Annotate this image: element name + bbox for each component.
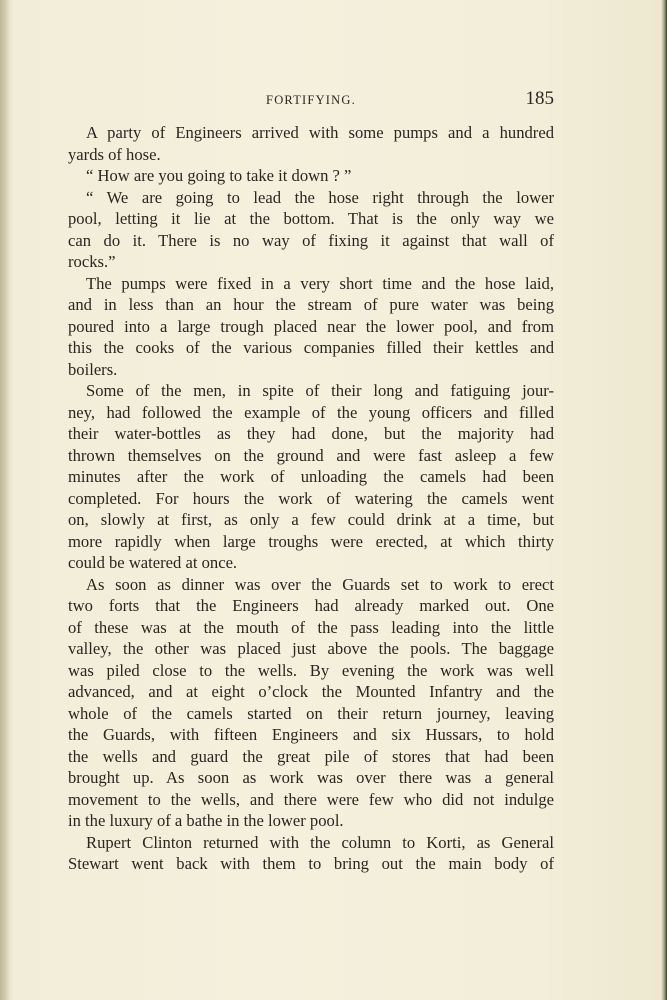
text-line: more rapidly when large troughs were erected, at which thirty — [68, 531, 554, 551]
text-line: and in less than an hour the stream of pure water was being — [68, 295, 554, 314]
text-line: yards of hose. — [68, 144, 161, 164]
text-line: valley, the other was placed just above the pools. The baggage — [68, 639, 554, 658]
text-line: thrown themselves on the ground and were fast asleep a few — [68, 445, 554, 465]
text-line: was piled close to the wells. By evening the work was well — [68, 660, 554, 680]
page-header — [68, 88, 554, 112]
page-edge — [661, 0, 667, 1000]
text-line: Rupert Clinton returned with the column to Korti, as General — [86, 832, 554, 852]
text-line: poured into a large trough placed near the lower pool, and from — [68, 316, 554, 336]
text-line: advanced, and at eight o’clock the Mounted Infantry and the — [68, 682, 554, 701]
running-head: FORTIFYING. — [266, 93, 356, 107]
text-line: Stewart went back with them to bring out the main body of — [68, 854, 554, 873]
text-line: Some of the men, in spite of their long and fatiguing jour- — [86, 381, 554, 400]
text-line: the wells and guard the great pile of stores that had been — [68, 746, 554, 766]
text-line: ney, had followed the example of the young officers and filled — [68, 402, 554, 422]
text-line: could be watered at once. — [68, 553, 238, 572]
text-line: minutes after the work of unloading the camels had been — [68, 467, 554, 486]
text-line: whole of the camels started on their return journey, leaving — [68, 703, 554, 723]
text-line: As soon as dinner was over the Guards set to work to erect — [86, 574, 554, 594]
text-line: pool, letting it lie at the bottom. That is the only way we — [68, 209, 554, 228]
text-line: movement to the wells, and there were few who did not indulge — [68, 789, 554, 809]
text-line: of these was at the mouth of the pass leading into the little — [68, 617, 554, 637]
text-line: can do it. There is no way of fixing it against that wall of — [68, 230, 554, 250]
text-line: their water-bottles as they had done, but the majority had — [68, 424, 554, 443]
gutter-shadow — [0, 0, 10, 1000]
text-line: completed. For hours the work of watering the camels went — [68, 488, 554, 508]
text-line: in the luxury of a bathe in the lower pool. — [68, 811, 344, 830]
text-line: rocks.” — [68, 252, 116, 271]
text-line: “ How are you going to take it down ? ” — [86, 166, 352, 185]
text-line: two forts that the Engineers had already marked out. One — [68, 596, 554, 615]
page-number: 185 — [525, 88, 554, 109]
text-line: The pumps were fixed in a very short time and the hose laid, — [86, 273, 554, 293]
text-line: brought up. As soon as work was over there was a general — [68, 768, 554, 787]
text-line: on, slowly at first, as only a few could drink at a time, but — [68, 510, 554, 529]
text-line: “ We are going to lead the hose right through the lower — [86, 187, 554, 207]
text-line: A party of Engineers arrived with some pumps and a hundred — [86, 123, 554, 142]
body-text — [68, 122, 554, 875]
text-line: the Guards, with fifteen Engineers and six Hussars, to hold — [68, 725, 554, 744]
text-line: this the cooks of the various companies filled their kettles and — [68, 338, 554, 357]
text-line: boilers. — [68, 359, 118, 379]
